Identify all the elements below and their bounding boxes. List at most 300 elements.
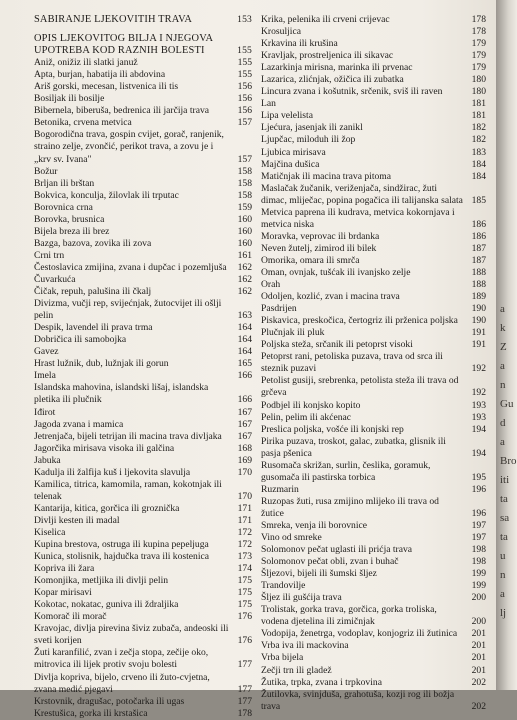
toc-entry-title: Krika, pelenika ili crveni crijevac: [261, 14, 390, 25]
toc-page-number: 176: [237, 635, 252, 647]
toc-entry: [261, 159, 486, 171]
toc-entry: [34, 515, 252, 527]
toc-entry-title: Bijela breza ili brez: [34, 225, 110, 237]
toc-entry: [34, 479, 252, 503]
toc-entry-title: Vodopija, ženetrga, vodoplav, konjogriz ili žutinica: [261, 628, 458, 640]
toc-entry: [261, 640, 486, 652]
toc-entry: [261, 424, 486, 436]
toc-entry: [34, 527, 252, 539]
toc-entry: [261, 568, 486, 580]
toc-page-number: 157: [237, 153, 252, 165]
edge-letter: a: [500, 588, 505, 600]
edge-letter: sa: [500, 512, 510, 524]
toc-entry-title: Oman, ovnjak, tušćak ili ivanjsko zelje: [261, 266, 411, 278]
toc-page-number: 162: [237, 261, 252, 273]
toc-page-number: 186: [471, 230, 486, 242]
edge-letter: n: [500, 569, 506, 581]
toc-entry-title: Žuti karanfilić, zvan i zečja stopa, zečije oko, mitrovica ili lijek protiv svoju bolesti: [34, 647, 209, 671]
toc-entry: [261, 147, 486, 159]
toc-page-number: 178: [471, 14, 486, 25]
toc-entry-title: Žutika, trpka, zvana i trpkovina: [261, 676, 382, 688]
toc-entry: [261, 50, 486, 62]
toc-page-number: 198: [471, 556, 486, 568]
edge-letter: Bro: [500, 455, 517, 467]
toc-page-number: 175: [237, 587, 252, 599]
toc-page-number: 169: [237, 454, 252, 466]
toc-entry: [261, 134, 486, 146]
toc-entry: [34, 623, 252, 647]
toc-page-number: 187: [471, 242, 486, 254]
toc-entry-title: Odoljen, kozlić, zvan i macina trava: [261, 291, 400, 303]
toc-page-number: 194: [471, 423, 486, 435]
toc-entry: [261, 496, 486, 520]
toc-entry-title: Majčina dušica: [261, 158, 320, 170]
toc-entry: [34, 250, 252, 262]
toc-entry-title: OPIS LJEKOVITOG BILJA I NJEGOVA UPOTREBA KOD RAZNIH BOLESTI: [34, 33, 213, 57]
toc-entry-title: Solomonov pečat uglasti ili prićja trava: [261, 544, 413, 556]
toc-page-number: 168: [237, 442, 252, 454]
toc-entry: [34, 226, 252, 238]
toc-entry-title: Jagoda zvana i mamica: [34, 418, 124, 430]
next-page-edge-text: [500, 300, 516, 623]
toc-page-number: 155: [237, 45, 252, 57]
toc-entry: [261, 98, 486, 110]
toc-entry: [261, 207, 486, 231]
toc-page-number: 191: [471, 327, 486, 339]
toc-page-number: 160: [237, 225, 252, 237]
toc-entry-title: Petolist gusiji, srebrenka, petolista steža ili trava od grčeva: [261, 375, 459, 399]
toc-entry: [34, 708, 252, 720]
toc-entry-title: Bibernela, biberuša, bedrenica ili jarčija trava: [34, 105, 210, 117]
toc-page-number: 192: [471, 387, 486, 399]
toc-entry: [261, 628, 486, 640]
toc-entry-title: Apta, burjan, habatija ili abdovina: [34, 69, 166, 81]
toc-entry: [261, 665, 486, 677]
next-page-edge: [496, 0, 517, 690]
toc-entry-title: Kopar mirisavi: [34, 587, 92, 599]
toc-page-number: 202: [471, 676, 486, 688]
toc-entry-title: Poljska steža, srčanik ili petoprst visoki: [261, 339, 413, 351]
toc-entry-title: Krestušica, gorka ili krstašica: [34, 707, 148, 719]
toc-entry: [261, 38, 486, 50]
toc-entry-title: Borovnica crna: [34, 201, 93, 213]
toc-page-number: 167: [237, 418, 252, 430]
toc-entry: [261, 532, 486, 544]
toc-entry: [261, 400, 486, 412]
toc-entry: [261, 677, 486, 689]
toc-entry-title: Pelin, pelim ili akćenac: [261, 411, 352, 423]
toc-right-column: [261, 14, 486, 713]
toc-entry-title: Vrba bijela: [261, 652, 304, 664]
toc-entry-title: Despik, lavendel ili prava trma: [34, 322, 153, 334]
toc-entry-title: Ljupčac, miloduh ili žop: [261, 134, 356, 146]
toc-entry-title: Pirika puzava, troskot, galac, zubatka, glisnik ili pasja pšenica: [261, 435, 446, 459]
toc-entry-title: Kopriva ili žara: [34, 563, 95, 575]
toc-entry-title: Vino od smreke: [261, 532, 322, 544]
toc-page-number: 165: [237, 358, 252, 370]
toc-entry-title: Maslačak žučanik, veriženjača, sindžirac, žuti dimac, mliječac, popina pogačica ili talijanska salata: [261, 182, 463, 206]
toc-entry-title: Betonika, crvena metvica: [34, 117, 132, 129]
toc-page-number: 172: [237, 526, 252, 538]
toc-page-number: 171: [237, 514, 252, 526]
toc-entry: [261, 580, 486, 592]
toc-entry-title: Trandovilje: [261, 580, 306, 592]
toc-entry-title: Komorač ili morač: [34, 611, 107, 623]
toc-entry: [261, 62, 486, 74]
toc-entry-title: Solomonov pečat obli, zvan i buhač: [261, 556, 399, 568]
toc-entry: [261, 689, 486, 713]
toc-page-number: 158: [237, 189, 252, 201]
toc-page-number: 181: [471, 98, 486, 110]
toc-entry: [261, 171, 486, 183]
toc-page-number: 199: [471, 568, 486, 580]
toc-page-number: 179: [471, 50, 486, 62]
toc-entry-title: Vrba iva ili mackovina: [261, 640, 349, 652]
toc-page-number: 177: [237, 683, 252, 695]
edge-letter: u: [500, 550, 506, 562]
toc-page-number: 166: [237, 370, 252, 382]
toc-left-column: [34, 14, 252, 720]
toc-entry-title: Borovka, brusnica: [34, 213, 105, 225]
toc-entry: [34, 503, 252, 515]
toc-entry-title: Divizma, vučji rep, svijećnjak, žutocvijet ili ošlji pelin: [34, 298, 222, 322]
toc-page-number: 163: [237, 310, 252, 322]
toc-entry-title: Jagorčika mirisava visoka ili galčina: [34, 442, 175, 454]
toc-entry: [261, 556, 486, 568]
toc-page-number: 188: [471, 279, 486, 291]
toc-entry: [34, 346, 252, 358]
toc-entry-title: Trolistak, gorka trava, gorčica, gorka troliska, vodena djetelina ili zimičnjak: [261, 604, 437, 628]
toc-entry-title: Gavez: [34, 346, 59, 358]
toc-page-number: 180: [471, 74, 486, 86]
toc-page-number: 158: [237, 177, 252, 189]
toc-section-heading: [34, 33, 252, 57]
toc-entry-title: Kantarija, kitica, gorčica ili groznička: [34, 502, 180, 514]
toc-entry: [261, 14, 486, 26]
toc-page-number: 200: [471, 592, 486, 604]
toc-entry: [261, 436, 486, 460]
toc-page-number: 180: [471, 86, 486, 98]
toc-entry-title: Krosuljica: [261, 26, 301, 38]
toc-entry-title: Lipa velelista: [261, 110, 313, 122]
toc-entry: [34, 286, 252, 298]
toc-entry-title: SABIRANJE LJEKOVITIH TRAVA: [34, 14, 193, 25]
toc-entry: [34, 696, 252, 708]
toc-entry: [261, 339, 486, 351]
toc-page-number: 191: [471, 339, 486, 351]
toc-page-number: 164: [237, 346, 252, 358]
toc-entry: [261, 592, 486, 604]
toc-page-number: 182: [471, 134, 486, 146]
toc-page-number: 187: [471, 254, 486, 266]
toc-page-number: 182: [471, 122, 486, 134]
toc-page-number: 175: [237, 599, 252, 611]
toc-entry: [34, 93, 252, 105]
toc-entry: [34, 129, 252, 165]
edge-letter: a: [500, 360, 505, 372]
toc-entry: [34, 575, 252, 587]
toc-entry: [261, 652, 486, 664]
toc-entry-title: Brljan ili brštan: [34, 177, 95, 189]
toc-entry-title: Komonjika, metljika ili divlji pelin: [34, 575, 169, 587]
toc-entry: [261, 231, 486, 243]
toc-entry: [34, 57, 252, 69]
toc-page-number: 170: [237, 466, 252, 478]
toc-entry-title: Ariš gorski, mecesan, listvenica ili tis: [34, 81, 179, 93]
toc-entry-title: Kiselica: [34, 526, 66, 538]
toc-page-number: 188: [471, 266, 486, 278]
toc-page-number: 199: [471, 580, 486, 592]
toc-entry-title: Ruzmarin: [261, 483, 299, 495]
toc-page-number: 160: [237, 237, 252, 249]
toc-entry: [34, 672, 252, 696]
toc-page-number: 193: [471, 399, 486, 411]
toc-entry: [34, 370, 252, 382]
toc-entry: [34, 81, 252, 93]
toc-entry-title: Neven žutelj, zimirod ili bilek: [261, 242, 377, 254]
toc-entry: [34, 274, 252, 286]
toc-page-number: 197: [471, 519, 486, 531]
toc-entry: [261, 86, 486, 98]
toc-entry: [34, 117, 252, 129]
toc-page-number: 185: [471, 194, 486, 206]
toc-entry: [34, 551, 252, 563]
toc-entry-title: Plučnjak ili pluk: [261, 327, 325, 339]
toc-entry-title: Divlji kesten ili madal: [34, 514, 120, 526]
toc-entry-title: Lazarica, zlićnjak, ožičica ili zubatka: [261, 74, 404, 86]
toc-page-number: 202: [471, 700, 486, 712]
toc-entry-title: Orah: [261, 279, 281, 291]
toc-entry-title: Pasdrijen: [261, 303, 297, 315]
edge-letter: a: [500, 436, 505, 448]
toc-page-number: 170: [237, 490, 252, 502]
toc-entry: [261, 520, 486, 532]
toc-entry-title: Bazga, bazova, zovika ili zova: [34, 237, 152, 249]
toc-entry: [34, 467, 252, 479]
toc-entry-title: Lazarkinja mirisna, marinka ili prvenac: [261, 62, 413, 74]
toc-page-number: 195: [471, 471, 486, 483]
toc-entry: [34, 190, 252, 202]
edge-letter: ta: [500, 493, 508, 505]
toc-page-number: 181: [471, 110, 486, 122]
toc-entry-title: Krstovnik, dragušac, potočarka ili ugas: [34, 695, 185, 707]
toc-entry-title: Kamilica, titrica, kamomila, raman, kokotnjak ili telenak: [34, 478, 222, 502]
toc-entry-title: Dobričica ili samobojka: [34, 334, 127, 346]
toc-page-number: 167: [237, 430, 252, 442]
toc-entry-title: Crni trn: [34, 249, 65, 261]
toc-entry: [34, 322, 252, 334]
toc-entry: [34, 587, 252, 599]
toc-page-number: 155: [237, 69, 252, 81]
toc-entry-title: Piskavica, preskočica, čertogriz ili prženica poljska: [261, 315, 458, 327]
toc-page-number: 192: [471, 363, 486, 375]
edge-letter: ta: [500, 531, 508, 543]
toc-page-number: 157: [237, 117, 252, 129]
toc-entry-title: Hrast lužnik, dub, lužnjak ili gorun: [34, 358, 169, 370]
toc-page-number: 184: [471, 158, 486, 170]
toc-section-heading: [34, 14, 252, 26]
toc-page-number: 175: [237, 575, 252, 587]
toc-entry: [261, 303, 486, 315]
toc-page-number: 161: [237, 249, 252, 261]
toc-entry: [34, 407, 252, 419]
toc-page-number: 177: [237, 695, 252, 707]
toc-page-number: 201: [471, 652, 486, 664]
toc-entry: [34, 69, 252, 81]
toc-entry-title: Bokvica, konculja, žilovlak ili trputac: [34, 189, 179, 201]
toc-page-number: 183: [471, 146, 486, 158]
toc-entry-title: Ruzopas žuti, rusa zmijino mlijeko ili trava od žutice: [261, 495, 439, 519]
toc-page-number: 201: [471, 640, 486, 652]
toc-entry-title: Kunica, stolisnik, hajdučka trava ili kostenica: [34, 551, 210, 563]
toc-page-number: 167: [237, 406, 252, 418]
toc-entry-title: Iđirot: [34, 406, 56, 418]
toc-entry: [261, 279, 486, 291]
edge-letter: lj: [500, 607, 507, 619]
toc-page-number: 201: [471, 664, 486, 676]
toc-page-number: 166: [237, 394, 252, 406]
toc-entry: [34, 455, 252, 467]
toc-entry-title: Čestoslavica zmijina, zvana i dupčac i pozemljuša: [34, 261, 227, 273]
toc-page-number: 196: [471, 483, 486, 495]
toc-page-number: 171: [237, 502, 252, 514]
toc-entry: [261, 544, 486, 556]
toc-entry-title: Šljezovi, bijeli ili šumski šljez: [261, 568, 377, 580]
toc-entry: [261, 412, 486, 424]
toc-entry: [34, 334, 252, 346]
toc-entry-title: Žutilovka, svinjduša, grahotuša, kozji rog ili božja trava: [261, 688, 455, 712]
toc-entry: [34, 599, 252, 611]
toc-page-number: 160: [237, 213, 252, 225]
toc-entry: [261, 255, 486, 267]
toc-page-number: 200: [471, 616, 486, 628]
toc-entry: [34, 539, 252, 551]
toc-entry-title: Kupina brestova, ostruga ili kupina pepeljuga: [34, 539, 209, 551]
toc-entry: [261, 26, 486, 38]
toc-page-number: 184: [471, 170, 486, 182]
toc-entry: [261, 243, 486, 255]
toc-entry-title: Podbjel ili konjsko kopito: [261, 399, 361, 411]
toc-page-number: 156: [237, 105, 252, 117]
toc-entry-title: Kravojac, divlja pirevina šiviz zubača, andeoski ili sveti korijen: [34, 623, 229, 647]
toc-entry: [261, 375, 486, 399]
toc-entry-title: Petoprst rani, petoliska puzava, trava od srca ili steznik puzavi: [261, 351, 443, 375]
toc-entry-title: Omorika, omara ili smrča: [261, 254, 360, 266]
toc-entry: [34, 166, 252, 178]
toc-entry: [34, 358, 252, 370]
toc-entry: [34, 214, 252, 226]
toc-page-number: 162: [237, 273, 252, 285]
toc-entry: [261, 327, 486, 339]
toc-page-number: 178: [471, 26, 486, 38]
toc-entry-title: Imela: [34, 370, 56, 382]
toc-page-number: 159: [237, 201, 252, 213]
toc-entry: [261, 484, 486, 496]
toc-entry-title: Preslica poljska, vošće ili konjski rep: [261, 423, 404, 435]
toc-page-number: 196: [471, 507, 486, 519]
toc-entry: [34, 105, 252, 117]
toc-entry-title: Smreka, venja ili borovnice: [261, 519, 368, 531]
toc-entry-title: Kravljak, prostreljenica ili sikavac: [261, 50, 394, 62]
toc-entry: [34, 611, 252, 623]
toc-entry: [34, 178, 252, 190]
toc-page-number: 158: [237, 165, 252, 177]
toc-entry-title: Lan: [261, 98, 276, 110]
toc-entry: [34, 647, 252, 671]
toc-page-number: 178: [237, 707, 252, 719]
toc-entry: [34, 262, 252, 274]
edge-letter: iti: [500, 474, 510, 486]
toc-entry-title: Bogorodična trava, gospin cvijet, gorač, ranjenik, straino zelje, zvončić, perikot trava, a zovu je i „krv sv. Ivana": [34, 129, 224, 165]
toc-page-number: 156: [237, 81, 252, 93]
toc-entry-title: Jetrenjača, bijeli tetrijan ili macina trava divljaka: [34, 430, 222, 442]
edge-letter: d: [500, 417, 506, 429]
toc-page-number: 189: [471, 291, 486, 303]
toc-page-number: 174: [237, 563, 252, 575]
toc-entry: [261, 110, 486, 122]
toc-entry-title: Metvica paprena ili kudrava, metvica kokornjava i metvica niska: [261, 206, 455, 230]
toc-page-number: 155: [237, 57, 252, 69]
toc-entry-title: Divlja kopriva, bijelo, crveno ili žuto-cvjetna, zvana medić pjegavi: [34, 671, 210, 695]
edge-letter: n: [500, 379, 506, 391]
toc-entry: [261, 315, 486, 327]
toc-entry-title: Božur: [34, 165, 58, 177]
toc-page-number: 186: [471, 218, 486, 230]
toc-entry: [34, 202, 252, 214]
toc-page-number: 190: [471, 315, 486, 327]
toc-entry-title: Islandska mahovina, islandski lišaj, islandska pletika ili plučnik: [34, 382, 209, 406]
toc-page-number: 153: [237, 14, 252, 25]
toc-page-number: 176: [237, 611, 252, 623]
toc-page-number: 201: [471, 628, 486, 640]
toc-entry: [34, 419, 252, 431]
toc-page-number: 172: [237, 539, 252, 551]
toc-entry-title: Matičnjak ili macina trava pitoma: [261, 170, 392, 182]
toc-page-number: 197: [471, 532, 486, 544]
toc-page-number: 162: [237, 286, 252, 298]
edge-letter: Z: [500, 341, 507, 353]
toc-entry: [34, 431, 252, 443]
toc-entry: [34, 563, 252, 575]
toc-entry: [34, 443, 252, 455]
toc-entry-title: Ljubica mirisava: [261, 146, 326, 158]
toc-page-number: 179: [471, 62, 486, 74]
toc-page-number: 164: [237, 322, 252, 334]
toc-page-number: 164: [237, 334, 252, 346]
toc-entry: [261, 267, 486, 279]
toc-page-number: 193: [471, 411, 486, 423]
toc-entry-title: Bosiljak ili bosilje: [34, 93, 105, 105]
toc-entry-title: Lincura zvana i košutnik, srčenik, sviš ili raven: [261, 86, 443, 98]
toc-page-number: 156: [237, 93, 252, 105]
toc-entry-title: Aniž, onižiz ili slatki januž: [34, 57, 138, 69]
toc-spacer: [34, 26, 252, 33]
toc-entry-title: Krkavina ili krušina: [261, 38, 338, 50]
toc-entry-title: Kokotac, nokatac, guniva ili ždraljika: [34, 599, 179, 611]
toc-entry: [261, 351, 486, 375]
toc-entry-title: Kadulja ili žalfija kuš i ljekovita slavulja: [34, 466, 191, 478]
edge-letter: Gu: [500, 398, 514, 410]
edge-letter: a: [500, 303, 505, 315]
toc-entry-title: Rusomača skrižan, surlin, česlika, goramuk, gusomača ili pastirska torbica: [261, 459, 431, 483]
toc-entry: [34, 238, 252, 250]
toc-entry: [261, 183, 486, 207]
toc-entry-title: Šljez ili gušćija trava: [261, 592, 342, 604]
toc-entry-title: Jabuka: [34, 454, 61, 466]
toc-page-number: 190: [471, 303, 486, 315]
toc-entry-title: Čičak, repuh, palušina ili čkalj: [34, 286, 152, 298]
toc-entry: [261, 604, 486, 628]
